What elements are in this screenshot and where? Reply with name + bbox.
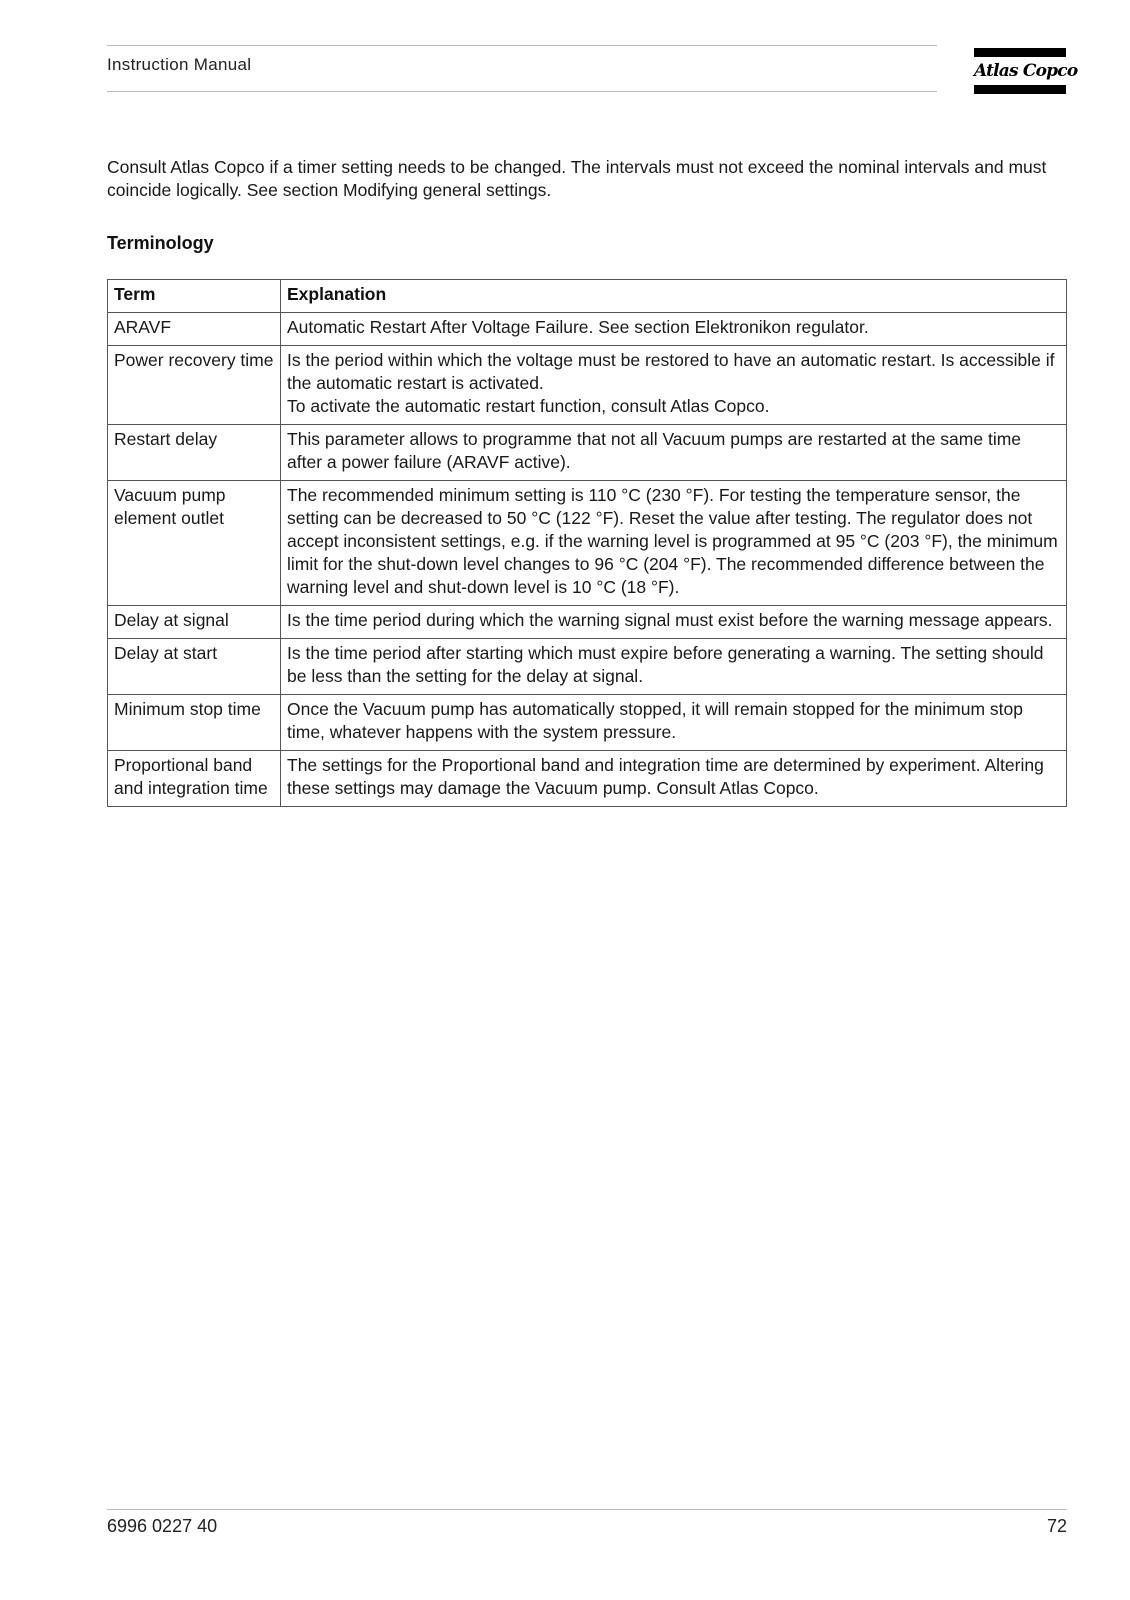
footer-rule	[107, 1509, 1067, 1510]
page-number: 72	[1046, 1516, 1067, 1536]
table-row	[108, 606, 1067, 639]
terminology-table	[107, 279, 1067, 807]
explanation-text: The settings for the Proportional band and integration time are determined by experiment. Altering these settings may damage the Vacuum pump. Consult Atlas Copco.	[287, 755, 1044, 798]
explanation-cell	[281, 481, 1067, 606]
term-cell: ARAVF	[108, 313, 281, 346]
logo-bar-top	[974, 48, 1066, 57]
column-header-term: Term	[108, 280, 281, 313]
explanation-text: This parameter allows to programme that not all Vacuum pumps are restarted at the same time after a power failure (ARAVF active).	[287, 429, 1022, 472]
table-row	[108, 481, 1067, 606]
term-cell: Delay at signal	[108, 606, 281, 639]
term-cell: Restart delay	[108, 425, 281, 481]
atlas-copco-logo	[974, 48, 1078, 94]
explanation-text: Is the time period during which the warning signal must exist before the warning message appears.	[287, 610, 1053, 630]
explanation-text: Once the Vacuum pump has automatically stopped, it will remain stopped for the minimum stop time, whatever happens with the system pressure.	[287, 699, 1023, 742]
table-row	[108, 751, 1067, 807]
explanation-cell	[281, 313, 1067, 346]
document-number: 6996 0227 40	[107, 1516, 218, 1536]
explanation-text: Is the time period after starting which must expire before generating a warning. The setting should be less than the setting for the delay at signal.	[287, 643, 1044, 686]
intro-paragraph: Consult Atlas Copco if a timer setting needs to be changed. The intervals must not exceed the nominal intervals and must coincide logically. See section Modifying general settings.	[107, 157, 1047, 200]
table-row	[108, 313, 1067, 346]
explanation-text: Is the period within which the voltage must be restored to have an automatic restart. Is accessible if the automatic restart is activated.	[287, 350, 1055, 393]
explanation-cell	[281, 425, 1067, 481]
table-row	[108, 639, 1067, 695]
explanation-cell	[281, 695, 1067, 751]
table-row	[108, 425, 1067, 481]
explanation-text: The recommended minimum setting is 110 °C (230 °F). For testing the temperature sensor, the setting can be decreased to 50 °C (122 °F). Reset the value after testing. The regulator does not accept inconsistent settings, e.g. if the warning level is programmed at 95 °C (203 °F), the minimum limit for the shut-down level changes to 96 °C (204 °F). The recommended difference between the warning level and shut-down level is 10 °C (18 °F).	[287, 485, 1058, 597]
explanation-text: To activate the automatic restart function, consult Atlas Copco.	[287, 396, 770, 416]
table-row	[108, 346, 1067, 425]
table-header-row	[108, 280, 1067, 313]
logo-text: Atlas Copco	[974, 61, 1078, 81]
logo-bar-bottom	[974, 85, 1066, 94]
term-cell: Proportional band and integration time	[108, 751, 281, 807]
term-cell: Power recovery time	[108, 346, 281, 425]
explanation-cell	[281, 346, 1067, 425]
explanation-cell	[281, 606, 1067, 639]
explanation-text: Automatic Restart After Voltage Failure. See section Elektronikon regulator.	[287, 317, 869, 337]
document-title: Instruction Manual	[107, 55, 252, 74]
header-rule-top	[107, 45, 937, 46]
table-row	[108, 695, 1067, 751]
section-heading-terminology: Terminology	[107, 233, 214, 253]
explanation-cell	[281, 751, 1067, 807]
explanation-cell	[281, 639, 1067, 695]
term-cell: Delay at start	[108, 639, 281, 695]
term-cell: Minimum stop time	[108, 695, 281, 751]
column-header-explanation: Explanation	[281, 280, 1067, 313]
term-cell: Vacuum pump element outlet	[108, 481, 281, 606]
header-rule-bottom	[107, 91, 937, 92]
